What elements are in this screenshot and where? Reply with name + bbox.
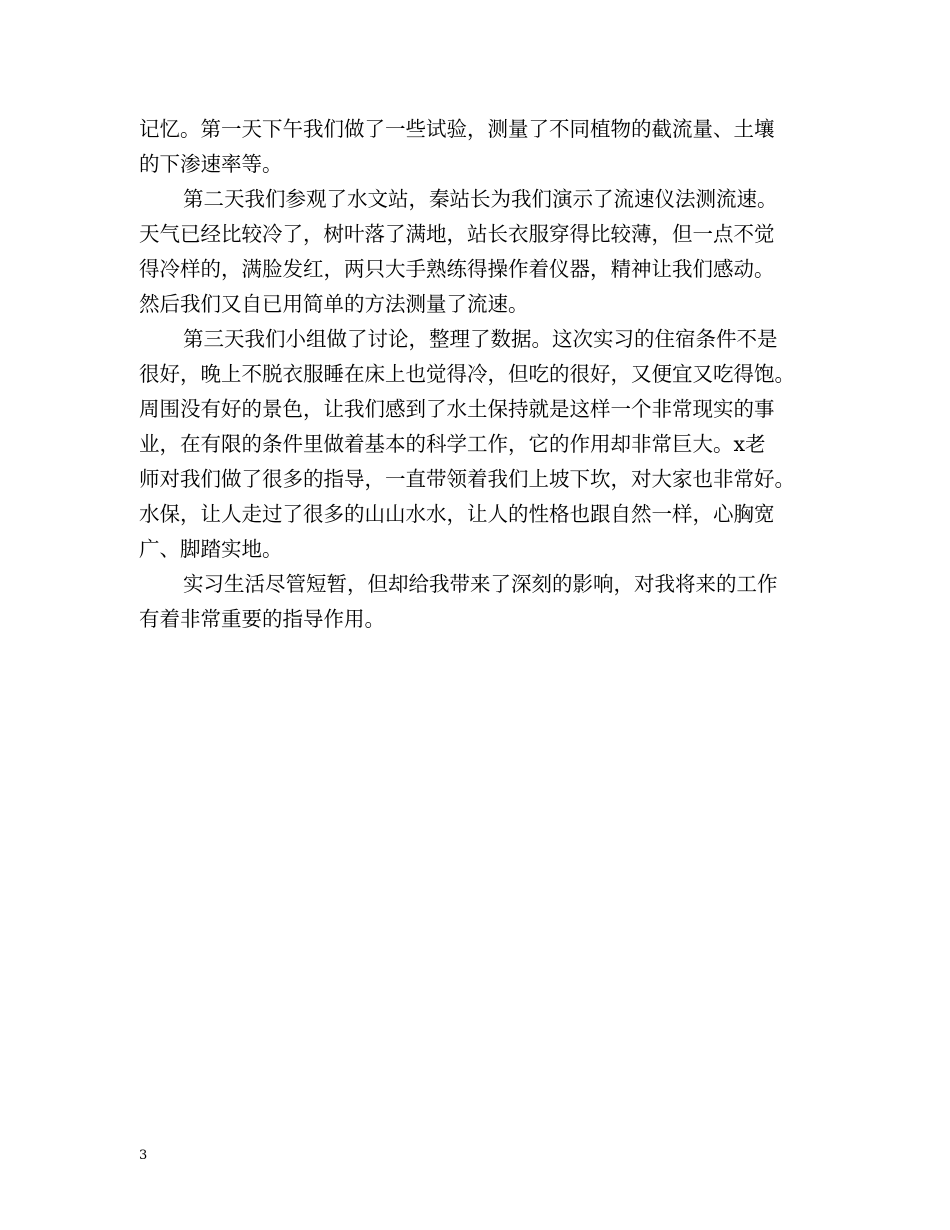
paragraph-line: 实习生活尽管短暂，但却给我带来了深刻的影响，对我将来的工作	[183, 572, 778, 596]
paragraph-3	[139, 322, 819, 567]
paragraph-line: 的下渗速率等。	[139, 152, 283, 176]
paragraph-line: 第三天我们小组做了讨论，整理了数据。这次实习的住宿条件不是	[183, 327, 778, 351]
paragraph-line: 水保，让人走过了很多的山山水水，让人的性格也跟自然一样，心胸宽	[139, 502, 775, 526]
paragraph-line: 记忆。第一天下午我们做了一些试验，测量了不同植物的截流量、土壤	[139, 117, 775, 141]
paragraph-line: 有着非常重要的指导作用。	[139, 607, 385, 631]
paragraph-line: 业，在有限的条件里做着基本的科学工作，它的作用却非常巨大。x老	[139, 432, 766, 456]
page-number: 3	[139, 1148, 148, 1163]
paragraph-line: 天气已经比较冷了，树叶落了满地，站长衣服穿得比较薄，但一点不觉	[139, 222, 775, 246]
document-body	[139, 112, 819, 637]
paragraph-line: 得冷样的，满脸发红，两只大手熟练得操作着仪器，精神让我们感动。	[139, 257, 775, 281]
paragraph-line: 师对我们做了很多的指导，一直带领着我们上坡下坎，对大家也非常好。	[139, 467, 795, 491]
paragraph-line: 周围没有好的景色，让我们感到了水土保持就是这样一个非常现实的事	[139, 397, 775, 421]
paragraph-1	[139, 112, 819, 182]
paragraph-line: 广、脚踏实地。	[139, 537, 283, 561]
paragraph-line: 第二天我们参观了水文站，秦站长为我们演示了流速仪法测流速。	[183, 187, 778, 211]
paragraph-line: 很好，晚上不脱衣服睡在床上也觉得冷，但吃的很好，又便宜又吃得饱。	[139, 362, 795, 386]
paragraph-4	[139, 567, 819, 637]
paragraph-2	[139, 182, 819, 322]
paragraph-line: 然后我们又自已用简单的方法测量了流速。	[139, 292, 529, 316]
